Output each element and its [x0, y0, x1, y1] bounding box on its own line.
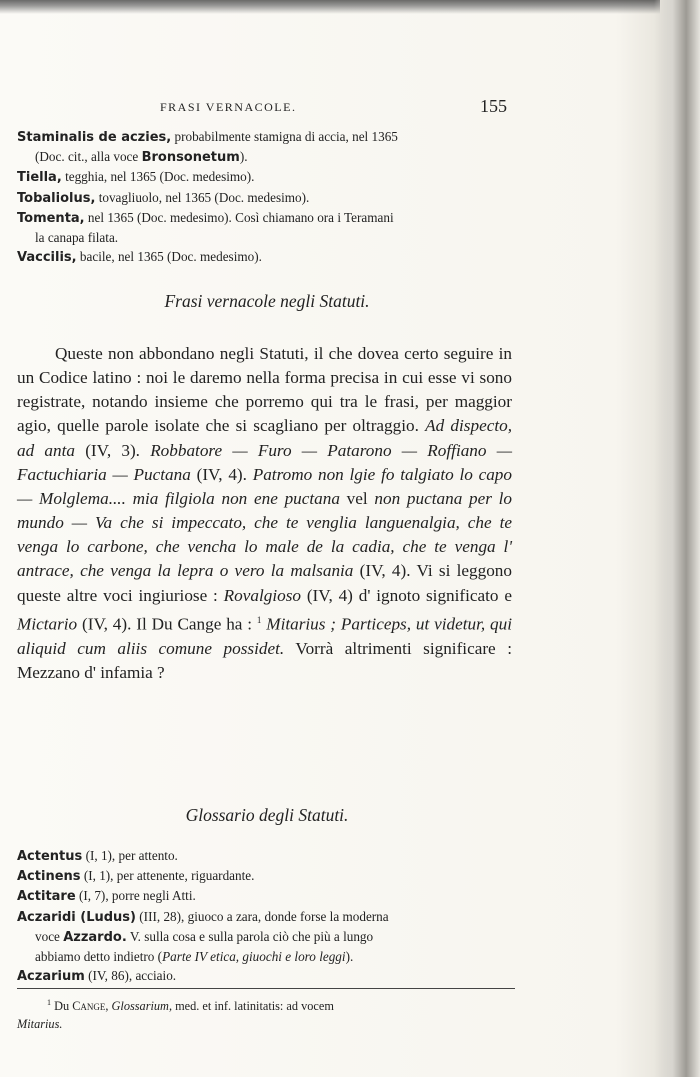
body-paragraph: Queste non abbondano negli Statuti, il che dovea certo seguire in un Codice latino : noi le daremo nella forma precisa in cui esse vi sono registrate, notando insieme che porremo qui tra le frasi, per maggior agio, quelle parole isolate che si scagliano per oltraggio. Ad dispecto, ad anta (IV, 3). Robbatore — Furo — Patarono — Roffiano — Factuchiaria — Puctana (IV, 4). Patromo non lgie fo talgiato lo capo — Molglema.... mia filgiola non ene puctana vel non puctana per lo mundo — Va che si impeccato, che te venglia languenalgia, che te venga lo carbone, che vencha lo male de la cadia, che te venga l' antrace, che venga la lepra o vero la malsania (IV, 4). Vi si leggono queste altre voci ingiuriose : Rovalgioso (IV, 4) d' ignoto significato e Mictario (IV, 4). Il Du Cange ha : $^1$ Mitarius ; Particeps, ut videtur, qui aliquid cum aliis comune possidet. Vorrà altrimenti significare : Mezzano d' infamia ?: [17, 344, 513, 682]
entry-actentus: Actentus (I, 1), per attento.: [17, 848, 178, 864]
entry-tobaliolus: Tobaliolus, tovagliuolo, nel 1365 (Doc. medesimo).: [17, 189, 310, 206]
page-number: 155: [480, 96, 507, 116]
footnote: $^1$ Du Cange, Glossarium, med. et inf. latinitatis: ad vocem Mitarius.: [17, 998, 334, 1032]
entry-vaccilis: Vaccilis, bacile, nel 1365 (Doc. medesimo).: [17, 249, 262, 266]
footnote-rule: [17, 988, 515, 989]
entries-top: [17, 127, 517, 267]
entry-aczaridi-cont2: abbiamo detto indietro (Parte IV etica, giuochi e loro leggi).: [35, 949, 354, 965]
page-header: [160, 96, 520, 116]
entry-actinens: Actinens (I, 1), per attenente, riguardante.: [17, 868, 255, 885]
entry-tomenta: Tomenta, nel 1365 (Doc. medesimo). Così chiamano ora i Teramani: [17, 209, 394, 226]
footnote-ref: 1: [256, 614, 262, 625]
entry-aczaridi-cont1: voce Azzardo. V. sulla cosa e sulla parola ciò che più a lungo: [35, 928, 374, 945]
entries-bottom: [17, 846, 517, 986]
section-title-glossario: Glossario degli Statuti.: [185, 805, 349, 825]
section-title-frasi: Frasi vernacole negli Statuti.: [164, 291, 370, 311]
entry-tomenta-cont: la canapa filata.: [35, 230, 119, 246]
entry-staminalis-cont: (Doc. cit., alla voce Bronsonetum).: [35, 149, 248, 166]
entry-tiella: Tiella, tegghia, nel 1365 (Doc. medesimo).: [17, 169, 255, 186]
entry-staminalis: Staminalis de aczies, probabilmente stamigna di accia, nel 1365: [17, 129, 398, 145]
page-top-shadow: [0, 0, 660, 14]
book-binding-edge: [654, 0, 700, 1077]
entry-actitare: Actitare (I, 7), porre negli Atti.: [17, 888, 196, 905]
running-head: FRASI VERNACOLE.: [160, 100, 297, 114]
entry-aczaridi: Aczaridi (Ludus) (III, 28), giuoco a zara, donde forse la moderna: [17, 908, 389, 925]
entry-aczarium: Aczarium (IV, 86), acciaio.: [17, 968, 177, 985]
